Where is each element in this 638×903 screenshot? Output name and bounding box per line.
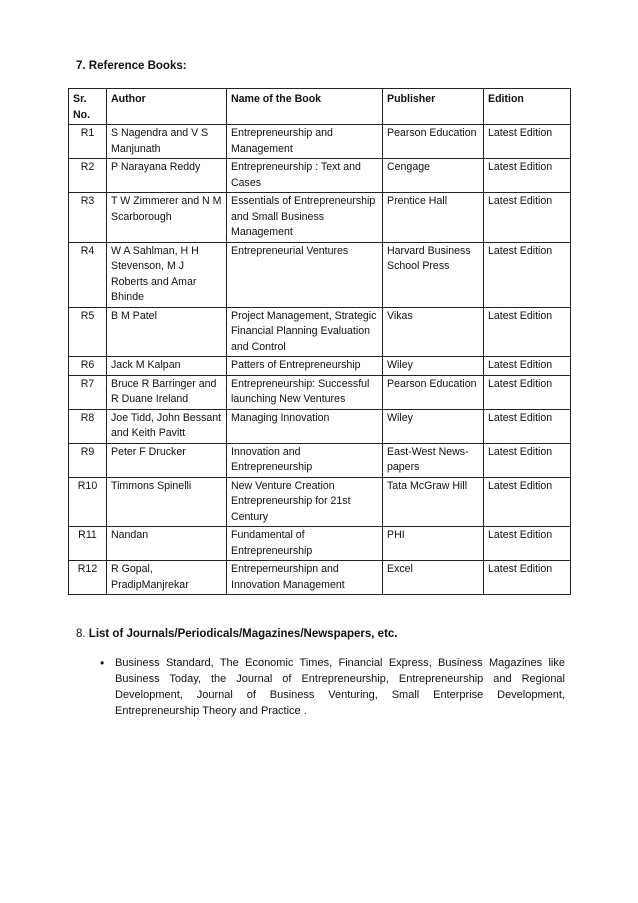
cell-author: W A Sahlman, H H Stevenson, M J Roberts and Amar Bhinde bbox=[107, 242, 227, 307]
cell-sr-no: R12 bbox=[69, 561, 107, 595]
table-row bbox=[69, 242, 571, 307]
cell-book-name: Entreperneurshipn and Innovation Management bbox=[227, 561, 383, 595]
cell-publisher: PHI bbox=[383, 527, 484, 561]
cell-publisher: Tata McGraw Hill bbox=[383, 477, 484, 527]
cell-author: Joe Tidd, John Bessant and Keith Pavitt bbox=[107, 409, 227, 443]
table-row bbox=[69, 159, 571, 193]
cell-book-name: Entrepreneurship : Text and Cases bbox=[227, 159, 383, 193]
table-row bbox=[69, 193, 571, 243]
cell-sr-no: R9 bbox=[69, 443, 107, 477]
cell-edition: Latest Edition bbox=[484, 159, 571, 193]
cell-author: Bruce R Barringer and R Duane Ireland bbox=[107, 375, 227, 409]
cell-publisher: Harvard Business School Press bbox=[383, 242, 484, 307]
cell-sr-no: R8 bbox=[69, 409, 107, 443]
cell-author: S Nagendra and V S Manjunath bbox=[107, 125, 227, 159]
cell-publisher: East-West News-papers bbox=[383, 443, 484, 477]
cell-author: P Narayana Reddy bbox=[107, 159, 227, 193]
cell-sr-no: R7 bbox=[69, 375, 107, 409]
cell-sr-no: R3 bbox=[69, 193, 107, 243]
cell-sr-no: R10 bbox=[69, 477, 107, 527]
cell-sr-no: R5 bbox=[69, 307, 107, 357]
cell-book-name: Entrepreneurship: Successful launching New Ventures bbox=[227, 375, 383, 409]
table-row bbox=[69, 409, 571, 443]
cell-edition: Latest Edition bbox=[484, 357, 571, 376]
cell-sr-no: R6 bbox=[69, 357, 107, 376]
cell-author: Nandan bbox=[107, 527, 227, 561]
header-edition: Edition bbox=[484, 89, 571, 125]
cell-book-name: Patters of Entrepreneurship bbox=[227, 357, 383, 376]
cell-publisher: Prentice Hall bbox=[383, 193, 484, 243]
header-book-name: Name of the Book bbox=[227, 89, 383, 125]
list-item: Business Standard, The Economic Times, Financial Express, Business Magazines like Business Today, the Journal of Entrepreneurship, Entrepreneurship and Regional Development, Journal of Business Venturing, Small Enterprise Development, Entrepreneurship Theory and Practice . bbox=[115, 657, 565, 717]
cell-author: B M Patel bbox=[107, 307, 227, 357]
table-row bbox=[69, 561, 571, 595]
cell-edition: Latest Edition bbox=[484, 561, 571, 595]
cell-publisher: Wiley bbox=[383, 357, 484, 376]
header-author: Author bbox=[107, 89, 227, 125]
cell-book-name: Entrepreneurship and Management bbox=[227, 125, 383, 159]
table-row bbox=[69, 307, 571, 357]
table-row bbox=[69, 357, 571, 376]
cell-author: Timmons Spinelli bbox=[107, 477, 227, 527]
cell-sr-no: R2 bbox=[69, 159, 107, 193]
table-row bbox=[69, 477, 571, 527]
cell-edition: Latest Edition bbox=[484, 125, 571, 159]
section-8-heading bbox=[76, 628, 397, 640]
cell-edition: Latest Edition bbox=[484, 443, 571, 477]
header-publisher: Publisher bbox=[383, 89, 484, 125]
header-sr-no: Sr. No. bbox=[69, 89, 107, 125]
cell-publisher: Pearson Education bbox=[383, 125, 484, 159]
table-header-row bbox=[69, 89, 571, 125]
cell-book-name: Project Management, Strategic Financial Planning Evaluation and Control bbox=[227, 307, 383, 357]
cell-publisher: Excel bbox=[383, 561, 484, 595]
cell-publisher: Vikas bbox=[383, 307, 484, 357]
cell-edition: Latest Edition bbox=[484, 307, 571, 357]
cell-book-name: Innovation and Entrepreneurship bbox=[227, 443, 383, 477]
cell-author: Peter F Drucker bbox=[107, 443, 227, 477]
section-7-heading: 7. Reference Books: bbox=[76, 60, 187, 72]
cell-edition: Latest Edition bbox=[484, 409, 571, 443]
cell-sr-no: R11 bbox=[69, 527, 107, 561]
bullet-icon: • bbox=[100, 656, 105, 670]
cell-author: T W Zimmerer and N M Scarborough bbox=[107, 193, 227, 243]
cell-sr-no: R4 bbox=[69, 242, 107, 307]
cell-edition: Latest Edition bbox=[484, 193, 571, 243]
cell-publisher: Wiley bbox=[383, 409, 484, 443]
cell-book-name: Essentials of Entrepreneurship and Small Business Management bbox=[227, 193, 383, 243]
cell-publisher: Cengage bbox=[383, 159, 484, 193]
cell-edition: Latest Edition bbox=[484, 527, 571, 561]
journals-list bbox=[100, 655, 565, 719]
table-row bbox=[69, 443, 571, 477]
table-row bbox=[69, 527, 571, 561]
section-8-title: List of Journals/Periodicals/Magazines/Newspapers, etc. bbox=[88, 628, 398, 640]
cell-sr-no: R1 bbox=[69, 125, 107, 159]
cell-book-name: New Venture Creation Entrepreneurship for 21st Century bbox=[227, 477, 383, 527]
cell-author: R Gopal, PradipManjrekar bbox=[107, 561, 227, 595]
cell-edition: Latest Edition bbox=[484, 375, 571, 409]
table-row bbox=[69, 375, 571, 409]
cell-book-name: Fundamental of Entrepreneurship bbox=[227, 527, 383, 561]
cell-author: Jack M Kalpan bbox=[107, 357, 227, 376]
cell-publisher: Pearson Education bbox=[383, 375, 484, 409]
cell-book-name: Managing Innovation bbox=[227, 409, 383, 443]
cell-edition: Latest Edition bbox=[484, 477, 571, 527]
section-8-number: 8. bbox=[76, 628, 86, 640]
cell-edition: Latest Edition bbox=[484, 242, 571, 307]
cell-book-name: Entrepreneurial Ventures bbox=[227, 242, 383, 307]
reference-books-table bbox=[68, 88, 571, 595]
table-row bbox=[69, 125, 571, 159]
